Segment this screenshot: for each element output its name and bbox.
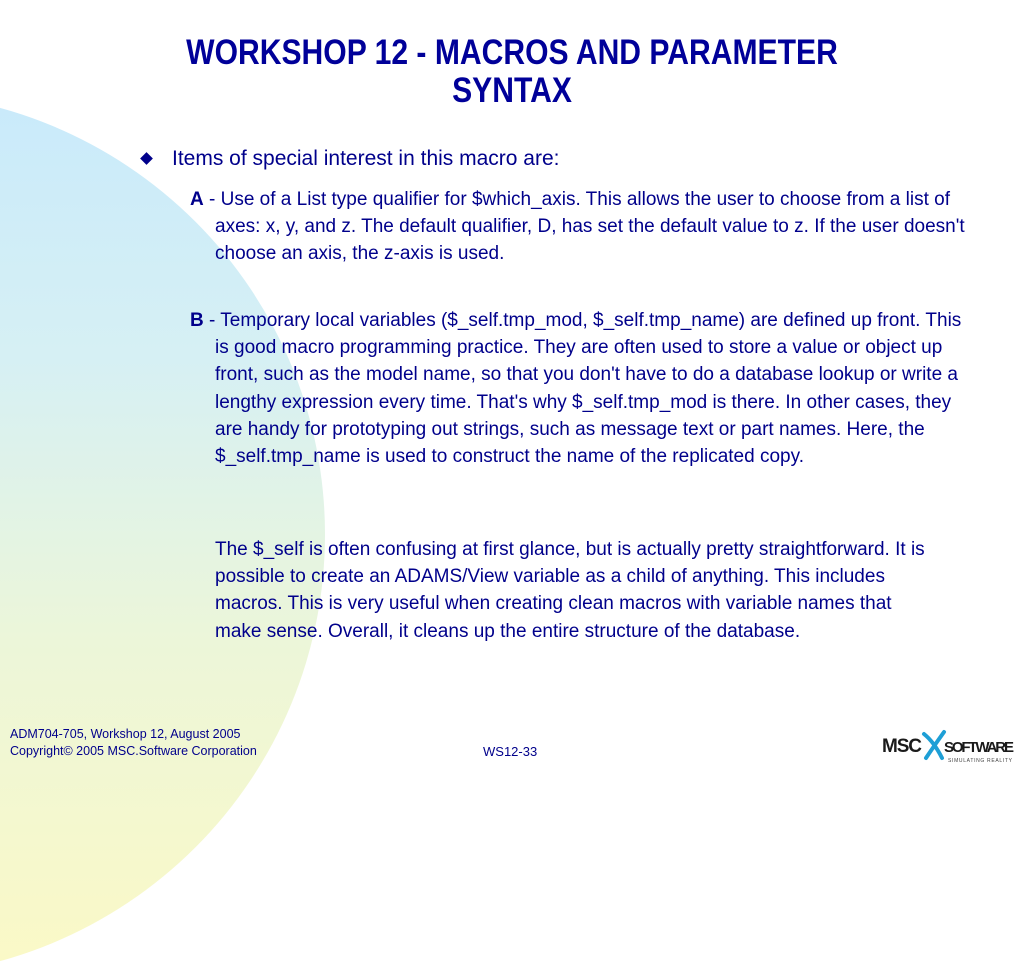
paragraph-b-text: - Temporary local variables ($_self.tmp_mod, $_self.tmp_name) are defined up front. This is good macro programming practice. They are often used to store a value or object up front, such as the model name, so that you don't have to do a database lookup or write a lengthy expression every time. That's why $_self.tmp_mod is there. In other cases, they are handy for prototyping out strings, such as message text or part names. Here, the $_self.tmp_name is used to construct the name of the replicated copy.: [203, 310, 962, 468]
page-number: WS12-33: [483, 744, 538, 759]
logo-msc: MSC: [882, 736, 922, 757]
slide-title: WORKSHOP 12 - MACROS AND PARAMETER SYNTAX: [186, 33, 838, 110]
paragraph-b: [190, 307, 965, 470]
footer-copyright: Copyright© 2005 MSC.Software Corporation: [10, 744, 257, 758]
paragraph-b-key: B: [190, 310, 204, 331]
paragraph-a-key: A: [190, 189, 204, 210]
diamond-bullet-icon: [140, 152, 153, 165]
paragraph-a: [190, 186, 965, 268]
bullet-text: Items of special interest in this macro are:: [172, 147, 560, 170]
footer-left: [10, 726, 257, 760]
paragraph-a-text: - Use of a List type qualifier for $which_axis. This allows the user to choose from a list of axes: x, y, and z. The default qualifier, D, has set the default value to z. If the user doesn't choose an axis, the z-axis is used.: [203, 189, 965, 265]
logo-software: SOFTWARE: [944, 739, 1014, 756]
footer-course: ADM704-705, Workshop 12, August 2005: [10, 727, 241, 741]
logo-x-mark-icon: [924, 732, 944, 758]
msc-software-logo: [882, 728, 1016, 764]
logo-tagline: SIMULATING REALITY: [948, 758, 1012, 764]
note-paragraph: The $_self is often confusing at first glance, but is actually pretty straightforward. It is possible to create an ADAMS/View variable as a child of anything. This includes macros. This is very useful when creating clean macros with variable names that make sense. Overall, it cleans up the entire structure of the database.: [215, 539, 925, 642]
